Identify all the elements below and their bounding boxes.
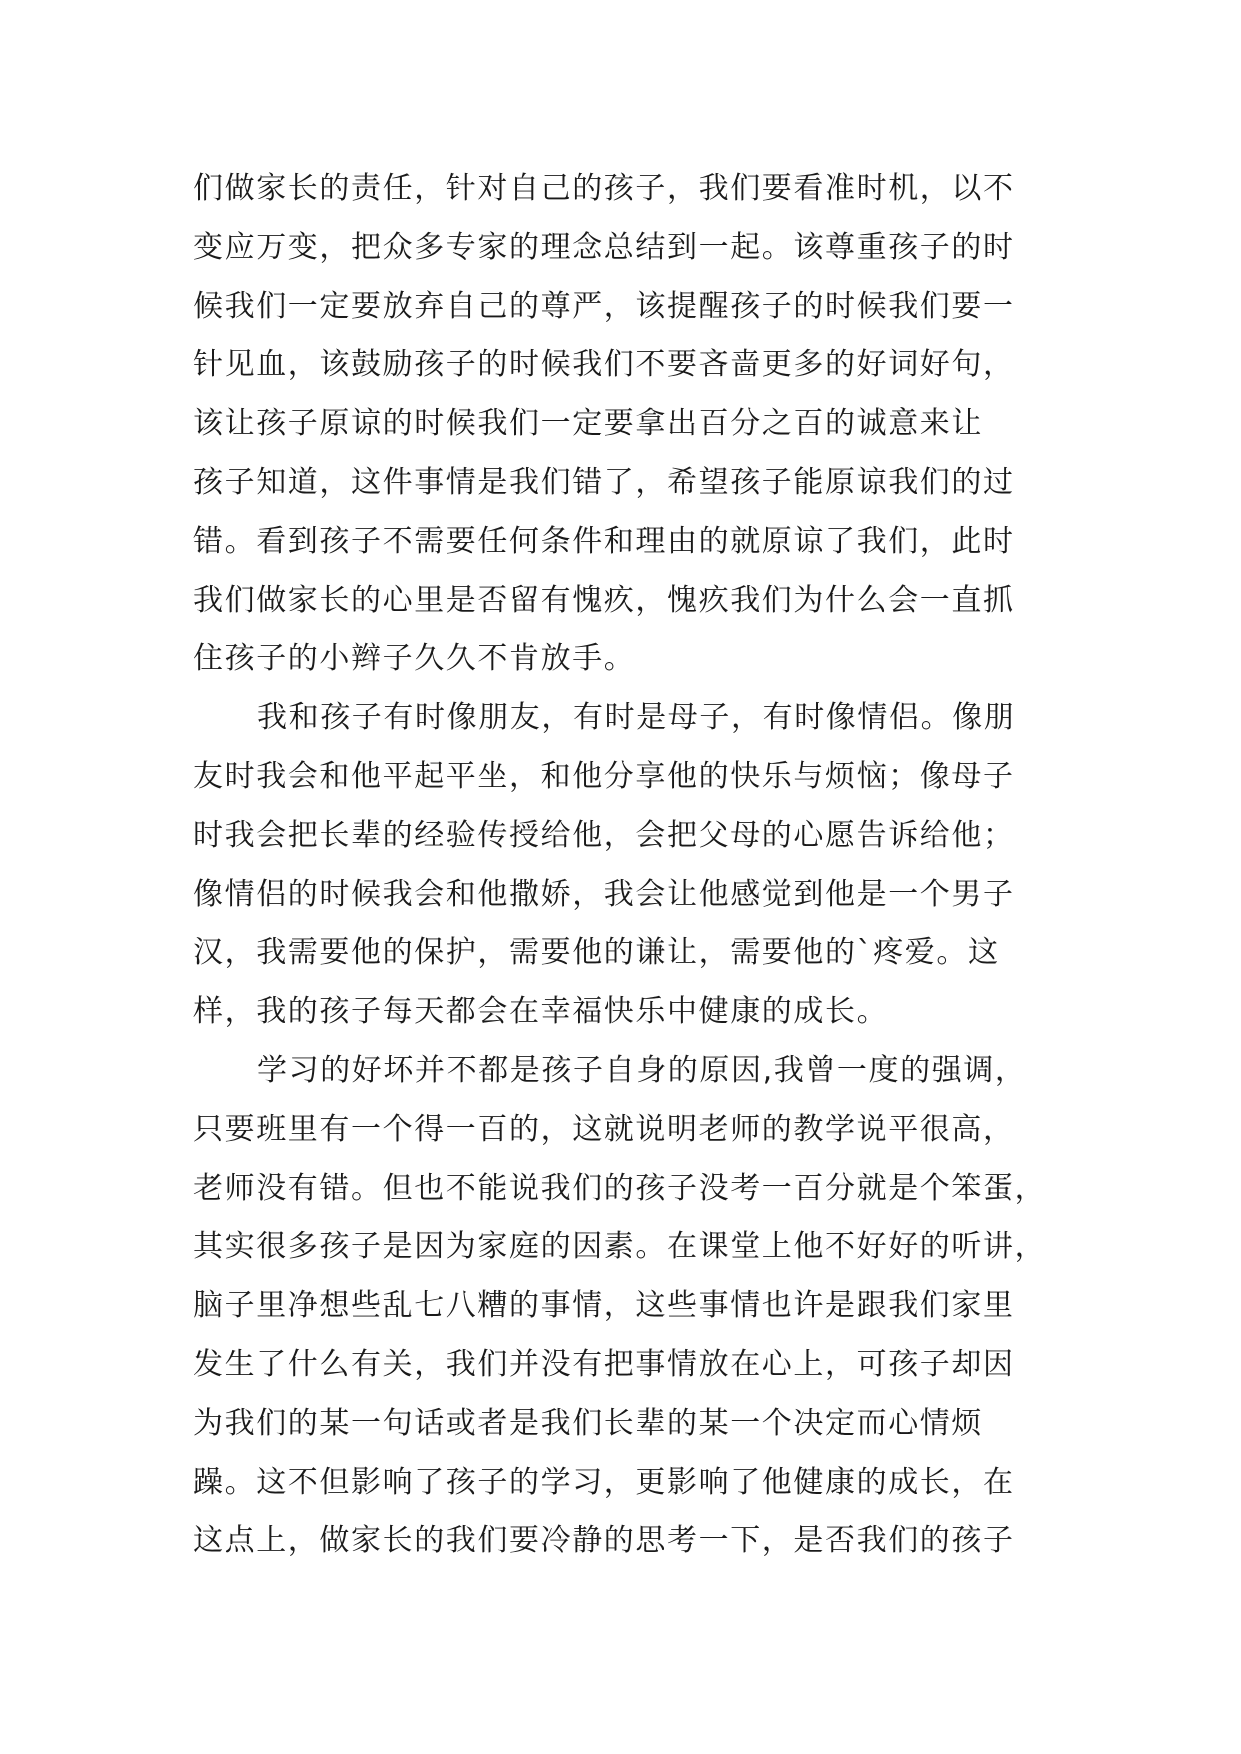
text-line: 时我会把长辈的经验传授给他，会把父母的心愿告诉给他；: [193, 817, 1015, 853]
paragraph-first-line: 学习的好坏并不都是孩子自身的原因,我曾一度的强调，: [257, 1052, 1027, 1088]
text-line: 其实很多孩子是因为家庭的因素。在课堂上他不好好的听讲，: [193, 1229, 1047, 1265]
paragraph-first-line: 我和孩子有时像朋友，有时是母子，有时像情侣。像朋: [257, 700, 1016, 736]
text-line: 像情侣的时候我会和他撒娇，我会让他感觉到他是一个男子: [193, 876, 1015, 912]
text-line: 为我们的某一句话或者是我们长辈的某一个决定而心情烦: [193, 1405, 983, 1441]
text-line: 针见血，该鼓励孩子的时候我们不要吝啬更多的好词好句，: [193, 347, 1015, 383]
text-line: 错。看到孩子不需要任何条件和理由的就原谅了我们，此时: [193, 523, 1015, 559]
text-line: 我们做家长的心里是否留有愧疚，愧疚我们为什么会一直抓: [193, 582, 1015, 618]
text-line: 脑子里净想些乱七八糟的事情，这些事情也许是跟我们家里: [193, 1288, 1015, 1324]
text-line: 样，我的孩子每天都会在幸福快乐中健康的成长。: [193, 994, 889, 1030]
text-line: 变应万变，把众多专家的理念总结到一起。该尊重孩子的时: [193, 229, 1015, 265]
text-line: 孩子知道，这件事情是我们错了，希望孩子能原谅我们的过: [193, 464, 1015, 500]
text-line: 们做家长的责任，针对自己的孩子，我们要看准时机，以不: [193, 171, 1015, 206]
text-line: 汉，我需要他的保护，需要他的谦让，需要他的`疼爱。这: [193, 935, 1000, 971]
text-line: 老师没有错。但也不能说我们的孩子没考一百分就是个笨蛋，: [193, 1170, 1047, 1206]
text-line: 发生了什么有关，我们并没有把事情放在心上，可孩子却因: [193, 1346, 1015, 1382]
text-line: 只要班里有一个得一百的，这就说明老师的教学说平很高，: [193, 1111, 1015, 1147]
text-line: 住孩子的小辫子久久不肯放手。: [193, 641, 636, 677]
text-line: 躁。这不但影响了孩子的学习，更影响了他健康的成长，在: [193, 1464, 1015, 1500]
body-text: [193, 160, 1063, 1571]
text-line: 该让孩子原谅的时候我们一定要拿出百分之百的诚意来让: [193, 406, 983, 442]
text-line: 候我们一定要放弃自己的尊严，该提醒孩子的时候我们要一: [193, 288, 1015, 324]
text-line: 这点上，做家长的我们要冷静的思考一下，是否我们的孩子: [193, 1523, 1015, 1559]
text-line: 友时我会和他平起平坐，和他分享他的快乐与烦恼；像母子: [193, 758, 1015, 794]
